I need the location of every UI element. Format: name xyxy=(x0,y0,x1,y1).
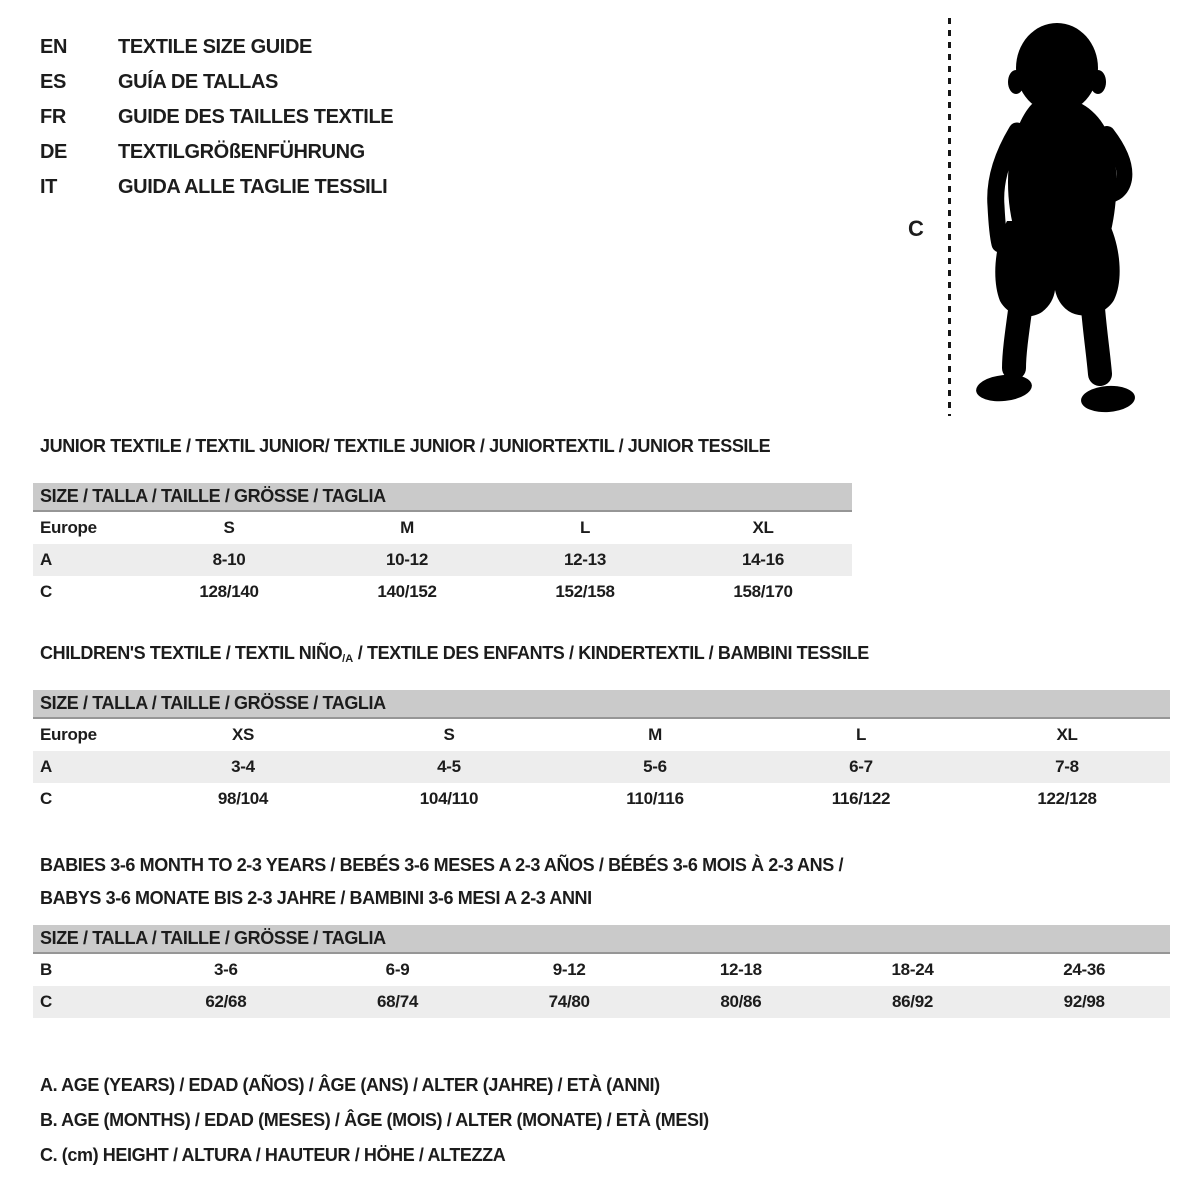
babies-title-line2: BABYS 3-6 MONATE BIS 2-3 JAHRE / BAMBINI 3-6 MESI A 2-3 ANNI xyxy=(40,888,592,908)
row-label: Europe xyxy=(40,518,97,537)
table-row-europe xyxy=(33,719,1170,751)
junior-size-table xyxy=(33,483,852,608)
table-cell: 98/104 xyxy=(217,789,269,808)
language-code: FR xyxy=(40,106,66,128)
guide-title-es: GUÍA DE TALLAS xyxy=(118,71,278,93)
language-row-en xyxy=(40,30,393,65)
table-cell: 80/86 xyxy=(720,992,762,1011)
height-measure-label: C xyxy=(908,216,924,241)
table-cell: XL xyxy=(752,518,774,537)
table-cell: L xyxy=(855,725,867,744)
table-cell: 62/68 xyxy=(205,992,247,1011)
table-cell: 8-10 xyxy=(212,550,246,569)
language-title-list xyxy=(40,30,393,205)
table-rows xyxy=(33,954,1170,1018)
children-title-subscript: /A xyxy=(342,653,354,665)
row-label: B xyxy=(40,960,52,979)
row-label: A xyxy=(40,550,52,569)
legend-line-age-years: A. AGE (YEARS) / EDAD (AÑOS) / ÂGE (ANS) / ALTER (JAHRE) / ETÀ (ANNI) xyxy=(40,1075,660,1095)
table-cell: 158/170 xyxy=(733,582,793,601)
language-code: IT xyxy=(40,176,57,198)
table-cell: M xyxy=(648,725,662,744)
table-rows xyxy=(33,719,1170,815)
table-cell: 6-9 xyxy=(385,960,410,979)
legend-line-age-months: B. AGE (MONTHS) / EDAD (MESES) / ÂGE (MOIS) / ALTER (MONATE) / ETÀ (MESI) xyxy=(40,1110,709,1130)
language-row-de xyxy=(40,135,393,170)
guide-title-de: TEXTILGRÖßENFÜHRUNG xyxy=(118,141,365,163)
language-code: ES xyxy=(40,71,66,93)
table-cell: 6-7 xyxy=(849,757,873,776)
children-section-title xyxy=(40,643,869,665)
table-cell: 152/158 xyxy=(555,582,615,601)
table-rows xyxy=(33,512,852,608)
table-cell: S xyxy=(443,725,455,744)
table-row-height-cm xyxy=(33,986,1170,1018)
table-cell: 104/110 xyxy=(419,789,479,808)
table-cell: 86/92 xyxy=(892,992,934,1011)
table-cell: 4-5 xyxy=(437,757,461,776)
size-header-bar: SIZE / TALLA / TAILLE / GRÖSSE / TAGLIA xyxy=(33,925,1170,954)
children-size-table xyxy=(33,690,1170,815)
table-row-europe xyxy=(33,512,852,544)
table-cell: 68/74 xyxy=(376,992,419,1011)
guide-title-fr: GUIDE DES TAILLES TEXTILE xyxy=(118,106,394,128)
row-label: C xyxy=(40,992,52,1011)
legend xyxy=(40,1068,709,1173)
guide-title-en: TEXTILE SIZE GUIDE xyxy=(118,36,312,58)
table-cell: 3-4 xyxy=(231,757,255,776)
table-cell: 110/116 xyxy=(626,789,684,808)
children-title-suffix: / TEXTILE DES ENFANTS / KINDERTEXTIL / BAMBINI TESSILE xyxy=(353,643,869,663)
row-label: C xyxy=(40,789,52,808)
table-cell: 9-12 xyxy=(552,960,586,979)
table-cell: 10-12 xyxy=(386,550,428,569)
size-header-bar: SIZE / TALLA / TAILLE / GRÖSSE / TAGLIA xyxy=(33,483,852,512)
table-cell: 12-13 xyxy=(564,550,606,569)
row-label: C xyxy=(40,582,52,601)
table-row-age-months xyxy=(33,954,1170,986)
children-title-prefix: CHILDREN'S TEXTILE / TEXTIL NIÑO xyxy=(40,643,343,663)
table-row-height-cm xyxy=(33,576,852,608)
language-code: DE xyxy=(40,141,67,163)
table-row-age-years xyxy=(33,751,1170,783)
language-row-it xyxy=(40,170,393,205)
table-cell: XL xyxy=(1056,725,1078,744)
babies-section-title xyxy=(40,849,843,915)
guide-title-it: GUIDA ALLE TAGLIE TESSILI xyxy=(118,176,388,198)
table-cell: 14-16 xyxy=(742,550,784,569)
table-cell: 24-36 xyxy=(1063,960,1106,979)
table-cell: 12-18 xyxy=(719,960,762,979)
table-cell: 74/80 xyxy=(548,992,590,1011)
height-measure-dashed-line xyxy=(948,18,951,416)
language-code: EN xyxy=(40,36,67,58)
table-cell: L xyxy=(579,518,591,537)
row-label: A xyxy=(40,757,52,776)
row-label: Europe xyxy=(40,725,97,744)
babies-title-line1: BABIES 3-6 MONTH TO 2-3 YEARS / BEBÉS 3-6 MESES A 2-3 AÑOS / BÉBÉS 3-6 MOIS À 2-3 ANS / xyxy=(40,855,844,875)
language-row-es xyxy=(40,65,393,100)
table-row-age-years xyxy=(33,544,852,576)
table-cell: 92/98 xyxy=(1063,992,1105,1011)
babies-size-table xyxy=(33,925,1170,1018)
table-cell: M xyxy=(400,518,414,537)
table-cell: 128/140 xyxy=(199,582,259,601)
table-cell: 140/152 xyxy=(377,582,437,601)
size-header-bar: SIZE / TALLA / TAILLE / GRÖSSE / TAGLIA xyxy=(33,690,1170,719)
table-cell: 7-8 xyxy=(1055,757,1079,776)
junior-section-title: JUNIOR TEXTILE / TEXTIL JUNIOR/ TEXTILE JUNIOR / JUNIORTEXTIL / JUNIOR TESSILE xyxy=(40,436,771,456)
table-row-height-cm xyxy=(33,783,1170,815)
table-cell: 3-6 xyxy=(214,960,238,979)
table-cell: 122/128 xyxy=(1037,789,1097,808)
language-row-fr xyxy=(40,100,393,135)
table-cell: 18-24 xyxy=(891,960,934,979)
table-cell: 5-6 xyxy=(643,757,667,776)
table-cell: 116/122 xyxy=(831,789,891,808)
table-cell: XS xyxy=(231,725,255,744)
legend-line-height: C. (cm) HEIGHT / ALTURA / HAUTEUR / HÖHE / ALTEZZA xyxy=(40,1145,506,1165)
table-cell: S xyxy=(223,518,235,537)
toddler-silhouette-icon xyxy=(962,16,1140,421)
